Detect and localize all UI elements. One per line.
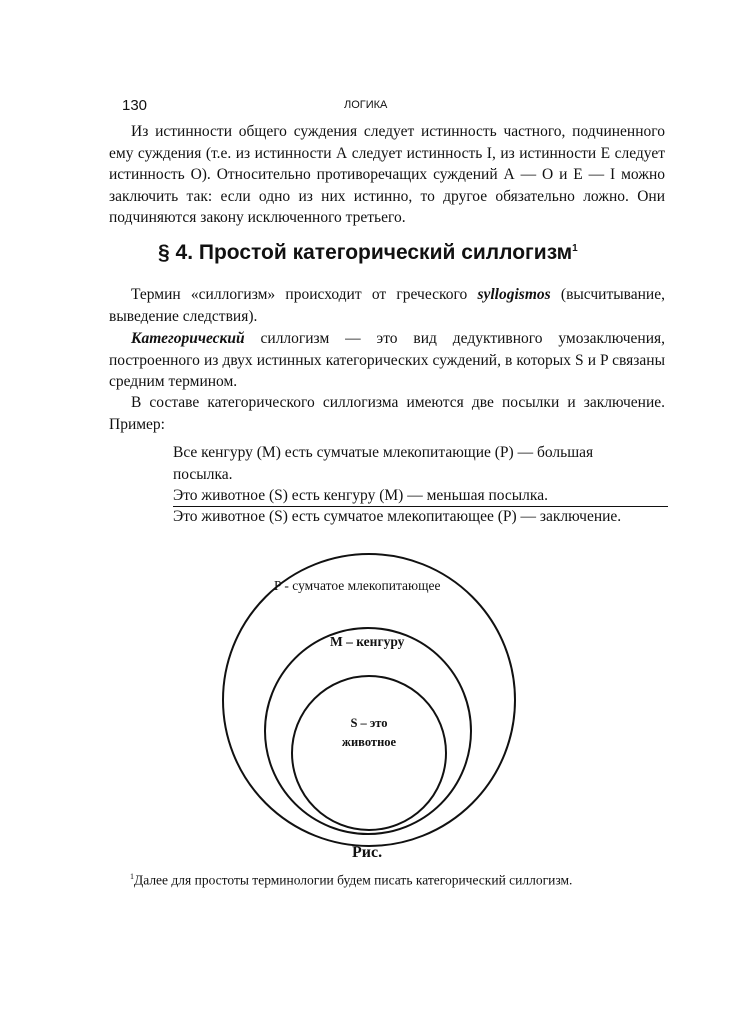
paragraph-4: В составе категорического силлогизма имеются две посылки и заключение. Пример: xyxy=(109,394,665,433)
paragraph-1: Из истинности общего суждения следует истинность частного, подчиненного ему суждения (т.е. из истинности А следует истинность I, из истинности Е следует истинность О). Относительно противоречащих суждений А — О и Е — I можно заключить так: если одно из них истинно, то другое обязательно ложно. Они подчиняются закону исключенного третьего. xyxy=(109,123,665,226)
example-line-3: Это животное (S) есть сумчатое млекопитающее (P) — заключение. xyxy=(173,508,622,525)
inner-label-1: S – это xyxy=(350,716,388,730)
section-title-text: § 4. Простой категорический силлогизм xyxy=(158,241,573,264)
outer-label: P - сумчатое млекопитающее xyxy=(274,578,441,593)
footnote-mark: 1 xyxy=(130,872,134,881)
middle-label: M – кенгуру xyxy=(330,634,405,649)
term-syllogismos: syllogismos xyxy=(477,286,551,303)
example-line-2: Это животное (S) есть кенгуру (M) — меньшая посылка. xyxy=(173,485,668,507)
outer-circle-p xyxy=(223,554,515,846)
para2-text-b: (высчитывание, выведение следствия). xyxy=(109,286,665,325)
inner-label-2: животное xyxy=(341,735,397,749)
page-number: 130 xyxy=(122,97,148,114)
term-categorical: Категорический xyxy=(131,330,245,347)
para2-text: Термин «силлогизм» происходит от греческого xyxy=(131,286,478,303)
footnote-ref: 1 xyxy=(572,243,578,254)
inner-circle-s xyxy=(292,676,446,830)
example-line-1: Все кенгуру (M) есть сумчатые млекопитающие (P) — большая посылка. xyxy=(173,444,594,483)
para3-text: силлогизм — это вид дедуктивного умозаключения, построенного из двух истинных категорических суждений, в которых S и P связаны средним термином. xyxy=(109,330,665,390)
running-title: ЛОГИКА xyxy=(344,99,388,111)
figure-caption: Рис. xyxy=(352,844,383,861)
footnote-text: Далее для простоты терминологии будем писать категорический силлогизм. xyxy=(134,872,573,888)
footnote xyxy=(130,872,572,889)
